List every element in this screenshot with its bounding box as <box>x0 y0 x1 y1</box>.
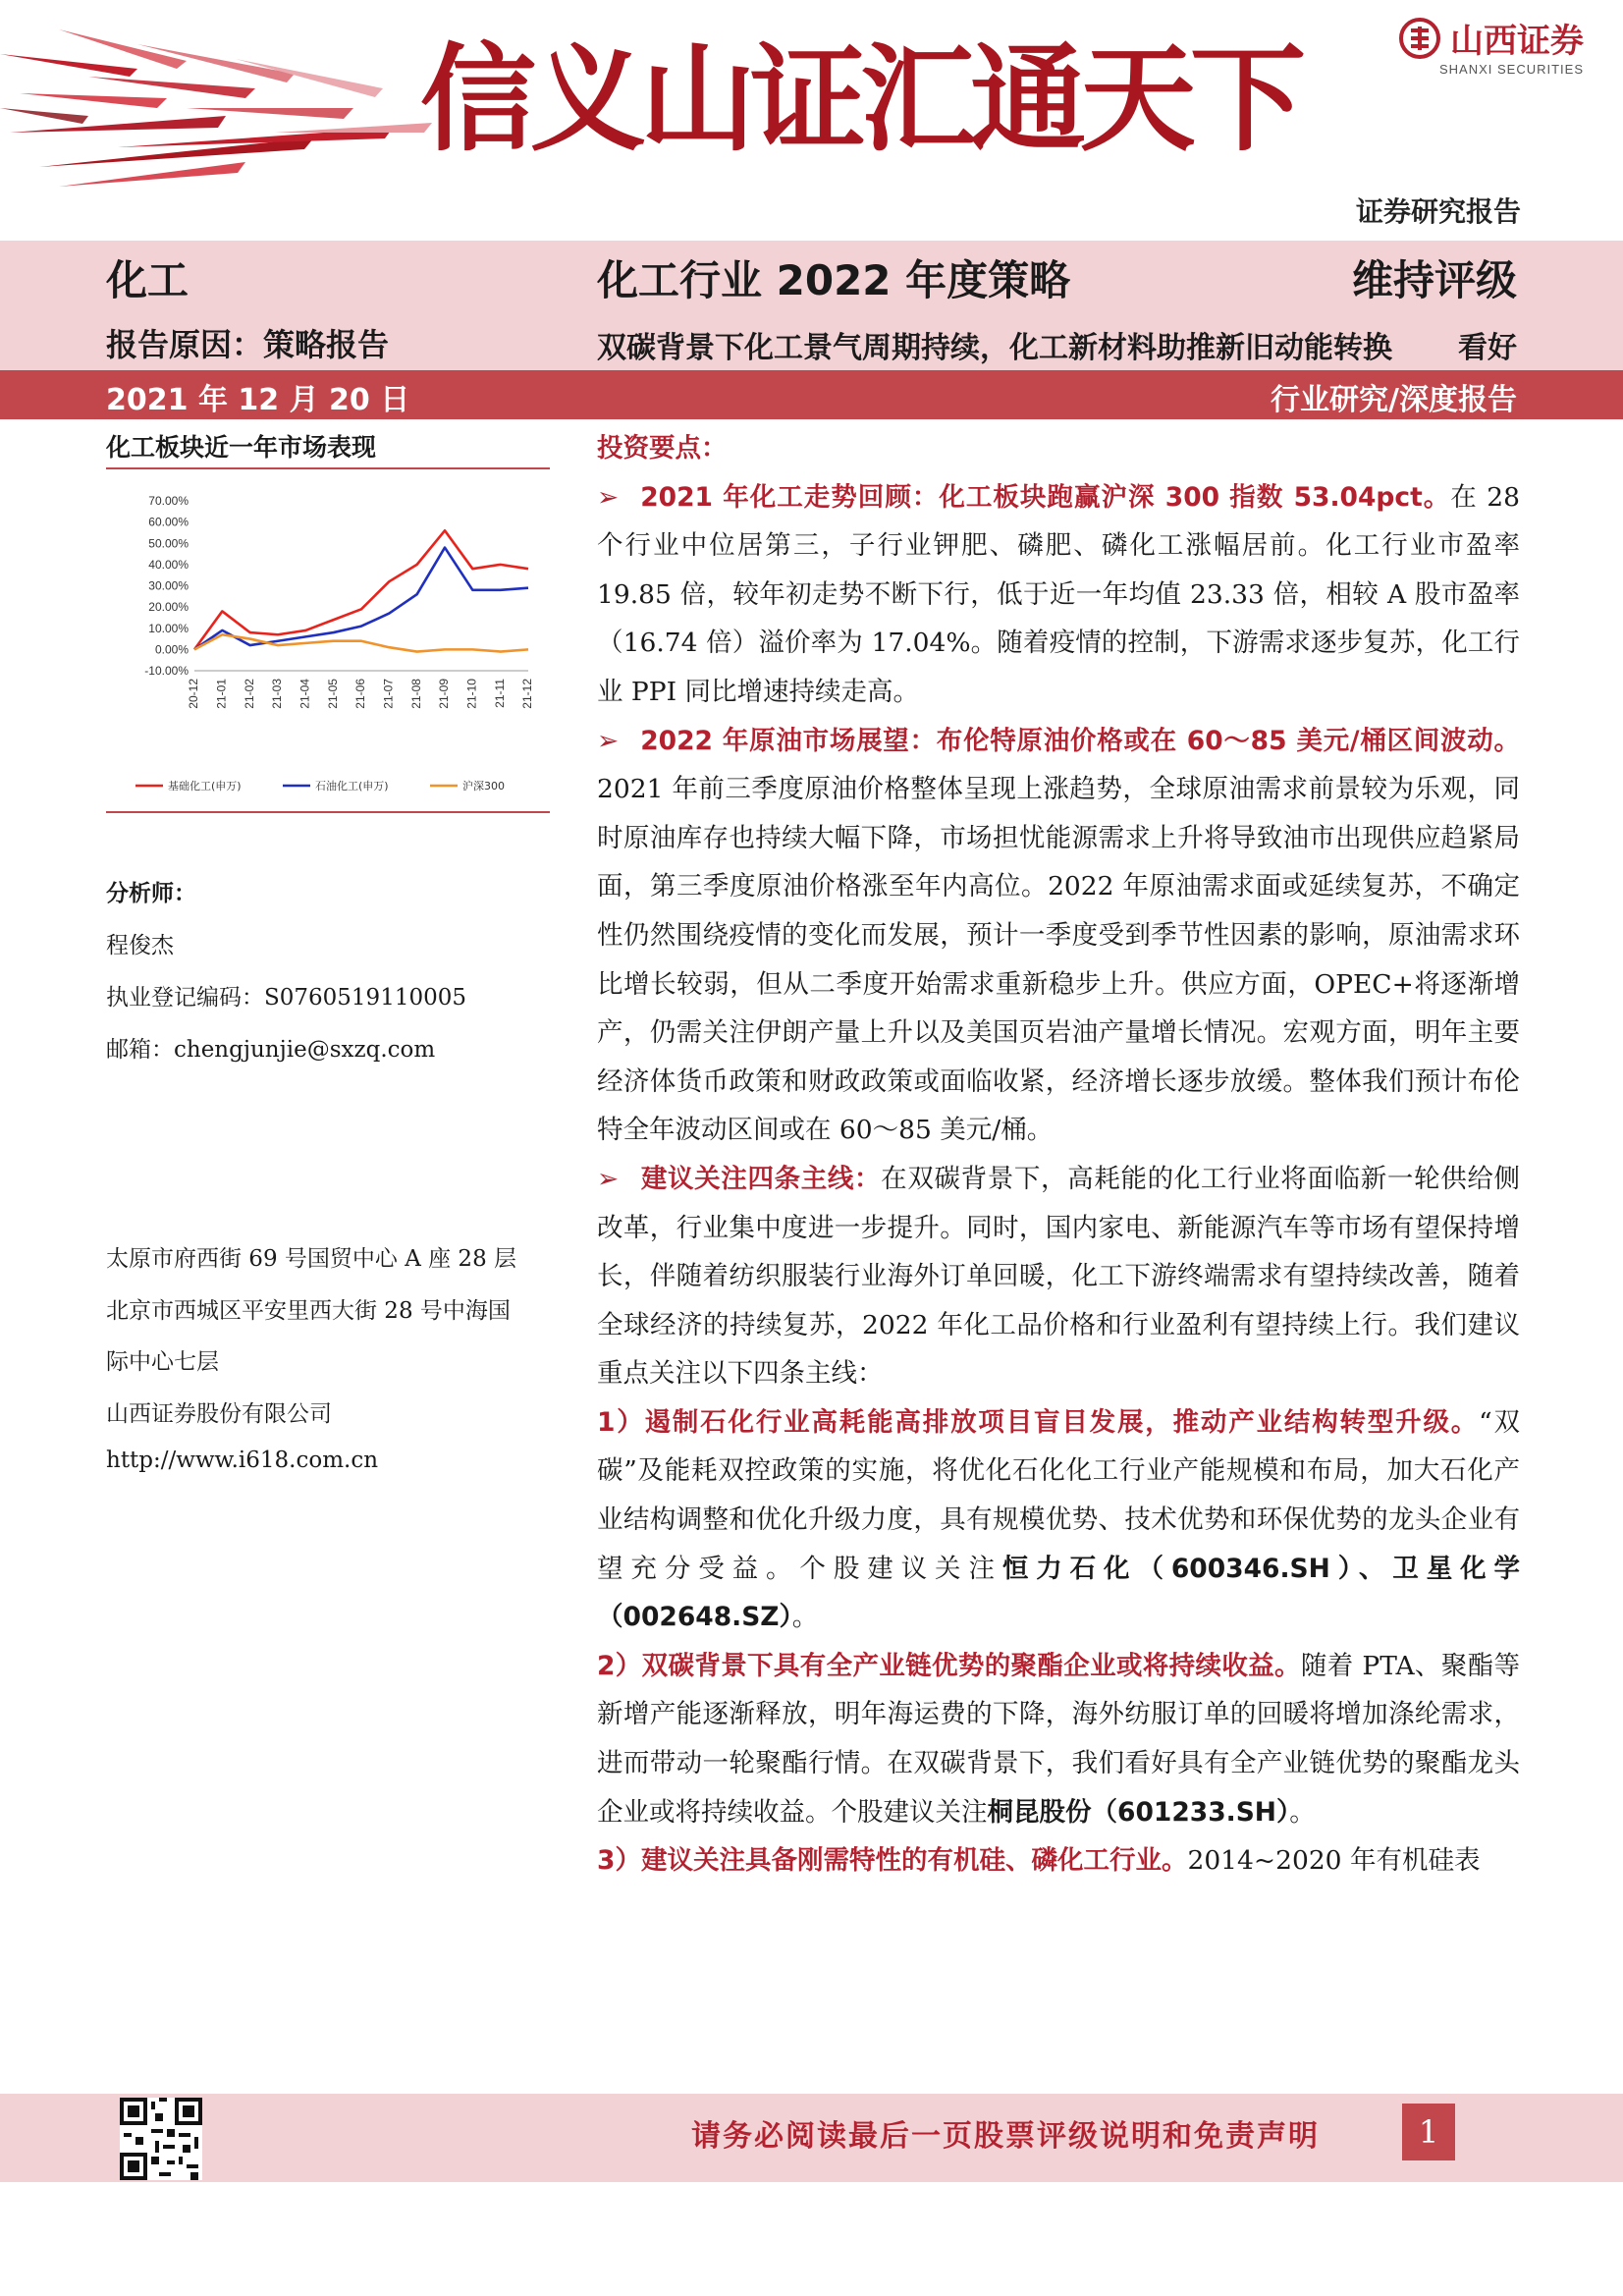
y-tick-label: 40.00% <box>148 557 189 572</box>
chart-title: 化工板块近一年市场表现 <box>106 433 377 462</box>
report-reason: 报告原因：策略报告 <box>106 326 390 363</box>
x-tick-label: 21-03 <box>270 679 285 709</box>
brand-logo <box>1399 14 1584 77</box>
market-chart <box>106 467 550 813</box>
arrow-decoration-icon <box>0 29 432 187</box>
x-tick-label: 21-09 <box>437 679 452 709</box>
analyst-email[interactable]: 邮箱：chengjunjie@sxzq.com <box>106 1037 436 1063</box>
company-name: 山西证券股份有限公司 <box>106 1401 332 1427</box>
section-oil-body: 2021 年前三季度原油价格整体呈现上涨趋势，全球原油需求前景较为乐观，同时原油库存也持续大幅下降，市场担忧能源需求上升将导致油市出现供应趋紧局面，第三季度原油价格涨至年内高位。2022 年原油需求面或延续复苏，不确定性仍然围绕疫情的变化而发展，预计一季度受到季节性因素的影响，原油需求环比增长较弱，但从二季度开始需求重新稳步上升。供应方面，OPEC+将逐渐增产，仍需关注伊朗产量上升以及美国页岩油产量增长情况。宏观方面，明年主要经济体货币政策和财政政策或面临收紧，经济增长逐步放缓。整体我们预计布伦特全年波动区间或在 60～85 美元/桶。 <box>597 774 1520 1146</box>
theme-1-end: 。 <box>791 1602 819 1633</box>
section-review-head: 2021 年化工走势回顾：化工板块跑赢沪深 300 指数 53.04pct。 <box>640 481 1451 513</box>
main-heading: 投资要点： <box>597 433 728 464</box>
theme-2-stocks: 桐昆股份（601233.SH） <box>987 1796 1290 1828</box>
disclaimer-note: 请务必阅读最后一页股票评级说明和免责声明 <box>691 2119 1320 2154</box>
rating-action: 维持评级 <box>1351 256 1517 304</box>
theme-2-head: 2）双碳背景下具有全产业链优势的聚酯企业或将持续收益。 <box>597 1650 1301 1681</box>
y-tick-label: -10.00% <box>144 664 189 678</box>
y-tick-label: 10.00% <box>148 621 189 635</box>
bullet-arrow-icon: ➢ <box>597 1163 620 1194</box>
y-tick-label: 30.00% <box>148 578 189 593</box>
report-type: 证券研究报告 <box>1355 195 1521 228</box>
theme-1 <box>597 1398 1520 1642</box>
section-review-body: 在 28 个行业中位居第三，子行业钾肥、磷肥、磷化工涨幅居前。化工行业市盈率 19.85 倍，较年初走势不断下行，低于近一年均值 23.33 倍，相较 A 股市盈率（16.74 倍）溢价率为 17.04%。随着疫情的控制，下游需求逐步复苏，化工行业 PPI 同比增速持续走高。 <box>597 481 1520 707</box>
report-category: 行业研究/深度报告 <box>1271 383 1517 417</box>
analyst-label: 分析师： <box>106 881 196 906</box>
theme-3-body: 2014~2020 年有机硅表 <box>1187 1845 1481 1877</box>
analyst-reg-code: 执业登记编码：S0760519110005 <box>106 985 466 1011</box>
page-number: 1 <box>1402 2104 1455 2160</box>
y-tick-label: 60.00% <box>148 515 189 529</box>
section-review <box>597 473 1520 717</box>
report-date: 2021 年 12 月 20 日 <box>106 383 410 417</box>
section-themes <box>597 1155 1520 1398</box>
legend-label: 基础化工(申万) <box>168 780 242 793</box>
bullet-arrow-icon: ➢ <box>597 725 620 756</box>
brand-emblem-icon <box>1399 18 1440 59</box>
address-taiyuan: 太原市府西街 69 号国贸中心 A 座 28 层 <box>106 1246 517 1272</box>
x-tick-label: 21-05 <box>325 679 340 709</box>
analyst-name: 程俊杰 <box>106 933 174 958</box>
section-oil <box>597 717 1520 1155</box>
x-tick-label: 21-01 <box>214 679 229 709</box>
series-line-2 <box>194 548 528 650</box>
x-tick-label: 21-08 <box>408 679 423 709</box>
x-tick-label: 21-11 <box>492 679 507 708</box>
theme-1-head: 1）遏制石化行业高耗能高排放项目盲目发展，推动产业结构转型升级。 <box>597 1406 1480 1438</box>
theme-2-body: 随着 PTA、聚酯等新增产能逐渐释放，明年海运费的下降，海外纺服订单的回暖将增加涤纶需求，进而带动一轮聚酯行情。在双碳背景下，我们看好具有全产业链优势的聚酯龙头企业或将持续收益。个股建议关注 <box>597 1650 1520 1828</box>
rating-value: 看好 <box>1458 331 1517 365</box>
report-subtitle: 双碳背景下化工景气周期持续，化工新材料助推新旧动能转换 <box>597 331 1392 365</box>
theme-1-body: “双碳”及能耗双控政策的实施，将优化石化化工行业产能规模和布局，加大石化产业结构调整和优化升级力度，具有规模优势、技术优势和环保优势的龙头企业有望充分受益。个股建议关注 <box>597 1406 1520 1584</box>
sector-label: 化工 <box>106 256 189 304</box>
legend-label: 沪深300 <box>462 780 505 793</box>
brand-name-cn: 山西证券 <box>1450 22 1584 61</box>
y-tick-label: 70.00% <box>148 494 189 508</box>
slogan: 信义山证汇通天下 <box>420 31 1301 167</box>
x-tick-label: 21-04 <box>298 679 312 709</box>
theme-2 <box>597 1642 1520 1836</box>
report-title: 化工行业 2022 年度策略 <box>597 256 1071 304</box>
theme-3-head: 3）建议关注具备刚需特性的有机硅、磷化工行业。 <box>597 1845 1188 1877</box>
qr-code-icon[interactable] <box>120 2098 202 2180</box>
x-tick-label: 20-12 <box>187 679 201 709</box>
x-tick-label: 21-06 <box>353 679 368 709</box>
section-themes-body: 在双碳背景下，高耗能的化工行业将面临新一轮供给侧改革，行业集中度进一步提升。同时，国内家电、新能源汽车等市场有望保持增长，伴随着纺织服装行业海外订单回暖，化工下游终端需求有望持续改善，随着全球经济的持续复苏，2022 年化工品价格和行业盈利有望持续上行。我们建议重点关注以下四条主线： <box>597 1163 1521 1390</box>
y-tick-label: 20.00% <box>148 600 189 615</box>
section-themes-head: 建议关注四条主线： <box>640 1163 882 1194</box>
market-chart-svg <box>106 469 550 811</box>
y-tick-label: 50.00% <box>148 536 189 551</box>
x-tick-label: 21-07 <box>381 679 396 709</box>
address-beijing-line1: 北京市西城区平安里西大街 28 号中海国 <box>106 1298 511 1324</box>
x-tick-label: 21-10 <box>464 679 479 709</box>
bullet-arrow-icon: ➢ <box>597 481 620 513</box>
company-website[interactable]: http://www.i618.com.cn <box>106 1448 379 1473</box>
brand-name-en: SHANXI SECURITIES <box>1438 62 1584 77</box>
section-oil-head: 2022 年原油市场展望：布伦特原油价格或在 60～85 美元/桶区间波动。 <box>640 725 1520 756</box>
main-content <box>597 424 1520 1886</box>
theme-1-stocks: 恒力石化（600346.SH）、卫星化学（002648.SZ） <box>597 1553 1520 1633</box>
y-tick-label: 0.00% <box>154 642 189 657</box>
x-tick-label: 21-12 <box>520 679 535 709</box>
legend-label: 石油化工(申万) <box>315 780 389 793</box>
x-tick-label: 21-02 <box>242 679 256 709</box>
address-beijing-line2: 际中心七层 <box>106 1349 219 1375</box>
theme-3 <box>597 1836 1520 1886</box>
theme-2-end: 。 <box>1289 1796 1316 1828</box>
